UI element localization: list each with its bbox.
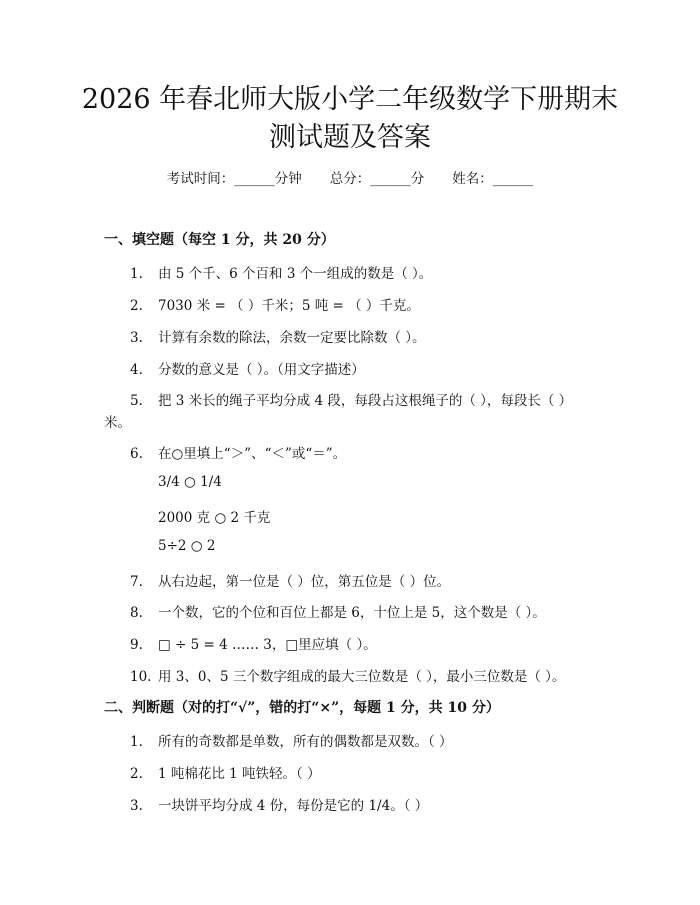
section-heading-true-false: 二、判断题（对的打“√”，错的打“×”，每题 1 分，共 10 分） (104, 700, 500, 716)
question-number: 9. (130, 637, 143, 653)
question-number: 5. (130, 393, 143, 409)
question-number: 8. (130, 605, 143, 621)
question-text: 所有的奇数都是单数，所有的偶数都是双数。（ ） (158, 734, 453, 750)
question-item (130, 358, 365, 378)
question-item (130, 262, 432, 282)
page-title-line-2: 测试题及答案 (269, 122, 431, 153)
compare-item: 3/4 ○ 1/4 (158, 474, 222, 490)
question-number: 6. (130, 446, 143, 462)
question-item (130, 794, 428, 814)
exam-time-field: 考试时间：______分钟 (166, 171, 302, 187)
question-number: 2. (130, 298, 143, 314)
question-item (130, 665, 565, 685)
question-text: 一块饼平均分成 4 份，每份是它的 1/4。（ ） (158, 798, 429, 814)
compare-item: 5÷2 ○ 2 (158, 538, 216, 554)
question-text: 在○里填上“＞”、“＜”或“＝”。 (158, 446, 347, 462)
question-number: 1. (130, 266, 143, 282)
question-item (130, 762, 321, 782)
question-number: 1. (130, 734, 143, 750)
question-text: 1 吨棉花比 1 吨铁轻。（ ） (158, 766, 321, 782)
student-name-field: 姓名：______ (452, 171, 534, 187)
question-number: 4. (130, 362, 143, 378)
question-number: 10. (130, 669, 152, 685)
question-item (130, 389, 572, 409)
question-text: 一个数，它的个位和百位上都是 6，十位上是 5，这个数是（ ）。 (158, 605, 546, 621)
question-number: 7. (130, 574, 143, 590)
question-item (130, 633, 377, 653)
question-text: 由 5 个千、6 个百和 3 个一组成的数是（ ）。 (158, 266, 433, 282)
question-text: 用 3、0、5 三个数字组成的最大三位数是（ ），最小三位数是（ ）。 (158, 669, 566, 685)
question-number: 3. (130, 798, 143, 814)
question-text: □ ÷ 5 = 4 …… 3，□里应填（ ）。 (158, 637, 377, 653)
question-item (130, 730, 453, 750)
question-text: 计算有余数的除法，余数一定要比除数（ ）。 (158, 330, 426, 346)
section-heading-fill-blank: 一、填空题（每空 1 分，共 20 分） (104, 232, 335, 248)
question-number: 3. (130, 330, 143, 346)
page-title-line-1: 2026 年春北师大版小学二年级数学下册期末 (81, 84, 619, 115)
total-score-field: 总分：______分 (329, 171, 425, 187)
question-item (130, 601, 546, 621)
question-text: 从右边起，第一位是（ ）位，第五位是（ ）位。 (158, 574, 451, 590)
question-text: 7030 米 = （ ）千米；5 吨 = （ ）千克。 (158, 298, 420, 314)
question-text: 把 3 米长的绳子平均分成 4 段，每段占这根绳子的（ ），每段长（ ） (158, 393, 573, 409)
question-item (130, 294, 420, 314)
question-item (130, 442, 346, 462)
question-number: 2. (130, 766, 143, 782)
question-item (130, 326, 426, 346)
question-text: 分数的意义是（ ）。（用文字描述） (158, 362, 365, 378)
question-continuation: 米。 (104, 415, 131, 431)
exam-meta (0, 167, 700, 187)
question-item (130, 570, 450, 590)
compare-item: 2000 克 ○ 2 千克 (158, 510, 271, 526)
